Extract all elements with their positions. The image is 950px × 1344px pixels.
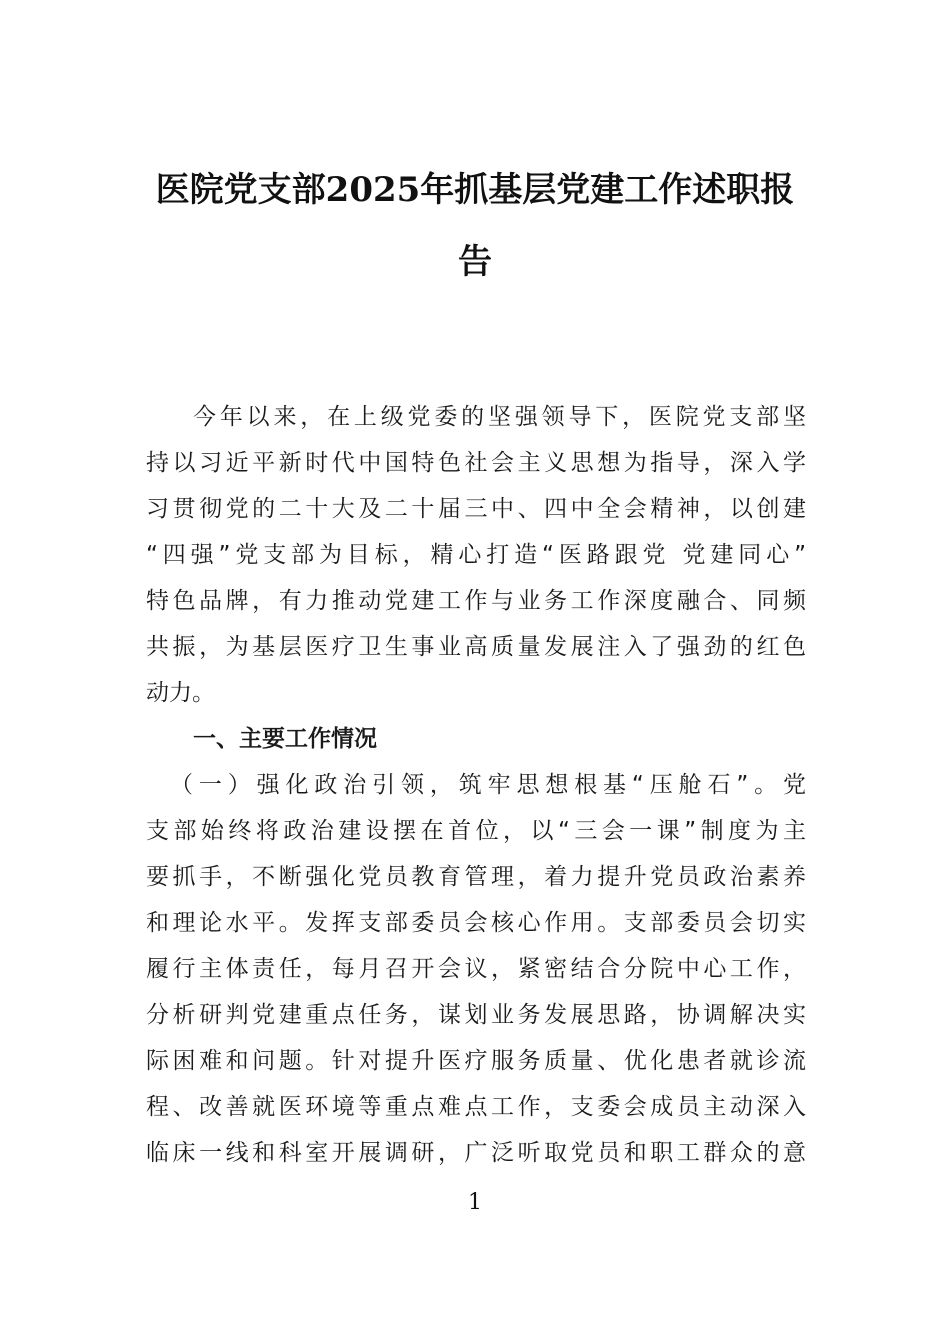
paragraph-1-line: 特色品牌，有力推动党建工作与业务工作深度融合、同频 bbox=[146, 588, 806, 614]
paragraph-1-line: 持以习近平新时代中国特色社会主义思想为指导，深入学 bbox=[146, 450, 806, 476]
paragraph-1-line: 今年以来，在上级党委的坚强领导下，医院党支部坚 bbox=[193, 404, 806, 430]
paragraph-2-line: 和理论水平。发挥支部委员会核心作用。支部委员会切实 bbox=[146, 910, 806, 936]
page-number: 1 bbox=[468, 1190, 482, 1215]
paragraph-2-line: 要抓手，不断强化党员教育管理，着力提升党员政治素养 bbox=[146, 864, 806, 890]
document-title-line-1: 医院党支部2025年抓基层党建工作述职报 bbox=[155, 170, 795, 210]
paragraph-1-line: 共振，为基层医疗卫生事业高质量发展注入了强劲的红色 bbox=[146, 634, 806, 660]
paragraph-1-line: 动力。 bbox=[146, 680, 215, 706]
document-title-line-2: 告 bbox=[458, 242, 492, 282]
paragraph-2-line: （一）强化政治引领，筑牢思想根基“压舱石”。党 bbox=[170, 772, 806, 798]
section-heading: 一、主要工作情况 bbox=[193, 726, 377, 752]
paragraph-2-line: 分析研判党建重点任务，谋划业务发展思路，协调解决实 bbox=[146, 1002, 806, 1028]
paragraph-2-line: 临床一线和科室开展调研，广泛听取党员和职工群众的意 bbox=[146, 1140, 806, 1166]
paragraph-1-line: “四强”党支部为目标，精心打造“医路跟党 党建同心” bbox=[146, 542, 806, 568]
paragraph-1-line: 习贯彻党的二十大及二十届三中、四中全会精神，以创建 bbox=[146, 496, 806, 522]
paragraph-2-line: 支部始终将政治建设摆在首位，以“三会一课”制度为主 bbox=[146, 818, 806, 844]
paragraph-2-line: 履行主体责任，每月召开会议，紧密结合分院中心工作， bbox=[146, 956, 806, 982]
paragraph-2-line: 程、改善就医环境等重点难点工作，支委会成员主动深入 bbox=[146, 1094, 806, 1120]
paragraph-2-line: 际困难和问题。针对提升医疗服务质量、优化患者就诊流 bbox=[146, 1048, 806, 1074]
